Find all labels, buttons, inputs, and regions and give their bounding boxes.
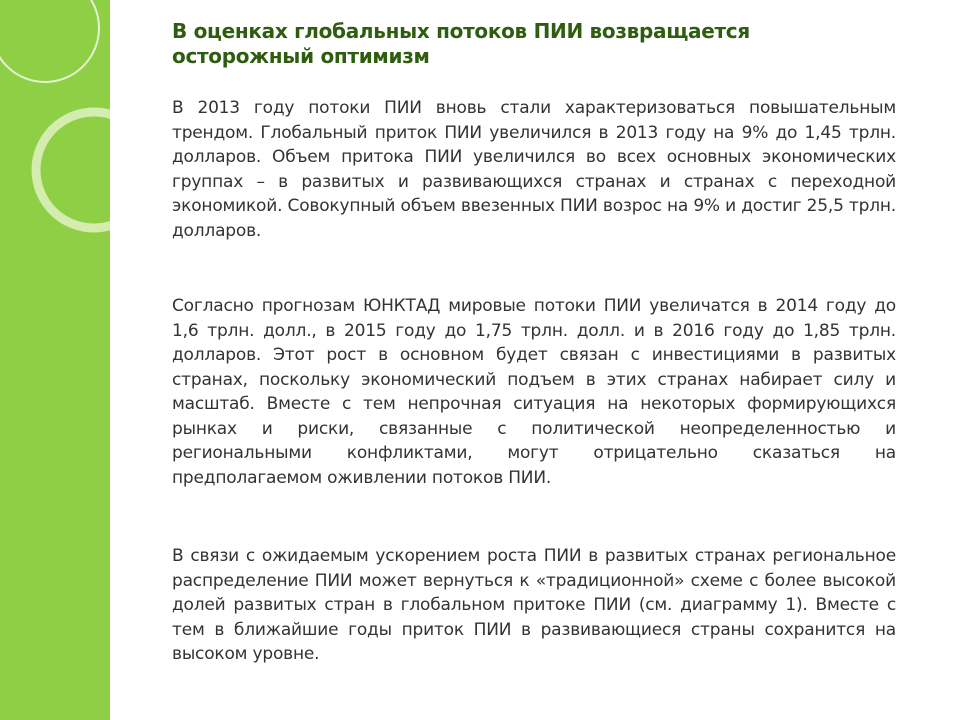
decorative-side-band	[0, 0, 110, 720]
paragraph-2: Согласно прогнозам ЮНКТАД мировые потоки ПИИ увеличатся в 2014 году до 1,6 трлн. долл., в 2015 году до 1,75 трлн. долл. и в 2016 году до 1,85 трлн. долларов. Этот рост в основном будет связан с инвестициями в развитых странах, поскольку экономический подъем в этих странах набирает силу и масштаб. Вместе с тем непрочная ситуация на некоторых формирующихся рынках и риски, связанные с политической неопределенностью и региональными конфликтами, могут отрицательно сказаться на предполагаемом оживлении потоков ПИИ.	[172, 296, 896, 488]
paragraph-3: В связи с ожидаемым ускорением роста ПИИ в развитых странах региональное распределение ПИИ может вернуться к «традиционной» схеме с более высокой долей развитых стран в глобальном притоке ПИИ (см. диаграмму 1). Вместе с тем в ближайшие годы приток ПИИ в развивающиеся страны сохранится на высоком уровне.	[172, 546, 896, 664]
decorative-ring-thick	[36, 112, 110, 228]
slide-title: В оценках глобальных потоков ПИИ возвращается осторожный оптимизм	[172, 19, 750, 68]
decorative-circles	[0, 0, 110, 720]
decorative-ring-thin	[0, 0, 99, 82]
paragraph-1: В 2013 году потоки ПИИ вновь стали характеризоваться повышательным трендом. Глобальный приток ПИИ увеличился в 2013 году на 9% до 1,45 трлн. долларов. Объем притока ПИИ увеличился во всех основных экономических группах – в развитых и развивающихся странах и странах с переходной экономикой. Совокупный объем ввезенных ПИИ возрос на 9% и достиг 25,5 трлн. долларов.	[172, 98, 896, 241]
